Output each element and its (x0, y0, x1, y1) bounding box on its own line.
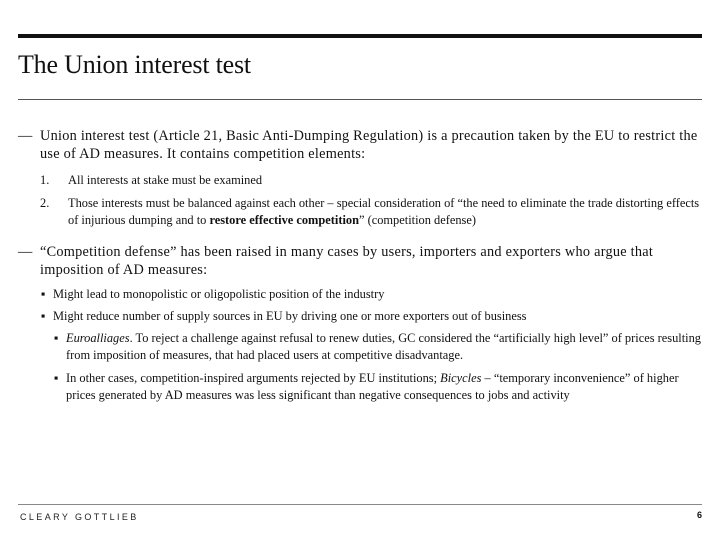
item-bold-text: restore effective competition (209, 213, 359, 227)
square-bullet-icon: ▪ (54, 331, 59, 345)
item-text: In other cases, competition-inspired arguments rejected by EU institutions; (66, 371, 441, 385)
top-rule (18, 34, 702, 38)
square-bullet-icon: ▪ (41, 287, 46, 301)
item-text: Might reduce number of supply sources in EU by driving one or more exporters out of business (53, 309, 527, 323)
title-rule (18, 99, 702, 100)
bullet-competition-defense (18, 243, 702, 279)
case-name-euroalliages: Euroalliages (66, 331, 130, 345)
page-number: 6 (696, 510, 702, 520)
square-list (40, 286, 702, 325)
bullet-union-interest (18, 127, 702, 163)
dash-bullet-icon: — (18, 244, 33, 260)
dash-bullet-icon: — (18, 128, 33, 144)
square-bullet-icon: ▪ (41, 309, 46, 323)
item-text: . To reject a challenge against refusal to renew duties, GC considered the “artificially high level” of prices resulting from imposition of measures, that had placed users at competitive disadvantage. (66, 331, 701, 362)
sub-square-item (53, 330, 702, 364)
item-number: 2. (40, 196, 50, 210)
numbered-list (40, 172, 702, 229)
item-text: All interests at stake must be examined (68, 173, 263, 187)
bullet-text: Union interest test (Article 21, Basic Anti-Dumping Regulation) is a precaution taken by the EU to restrict the use of AD measures. It contains competition elements: (40, 128, 698, 162)
page-title: The Union interest test (18, 50, 251, 79)
bullet-text: “Competition defense” has been raised in many cases by users, importers and exporters who argue that imposition of AD measures: (40, 244, 654, 278)
sub-square-item (53, 370, 702, 404)
square-bullet-icon: ▪ (54, 371, 59, 385)
case-name-bicycles: Bicycles (440, 371, 482, 385)
slide-content (18, 127, 702, 410)
item-number: 1. (40, 173, 50, 187)
square-item (40, 308, 702, 325)
firm-logo: CLEARY GOTTLIEB (20, 512, 139, 522)
item-text: Might lead to monopolistic or oligopolistic position of the industry (53, 287, 385, 301)
sub-square-list (53, 330, 702, 404)
item-text-end: ” (competition defense) (359, 213, 476, 227)
numbered-item (40, 195, 702, 229)
item-text: Those interests must be balanced against each other – special consideration of “the need to eliminate the trade distorting effects of injurious dumping and to (68, 196, 700, 227)
numbered-item (40, 172, 702, 189)
footer-rule (18, 504, 702, 505)
item-text-end: – “temporary inconvenience” of higher prices generated by AD measures was less significant than negative consequences to jobs and activity (66, 371, 679, 402)
square-item (40, 286, 702, 303)
